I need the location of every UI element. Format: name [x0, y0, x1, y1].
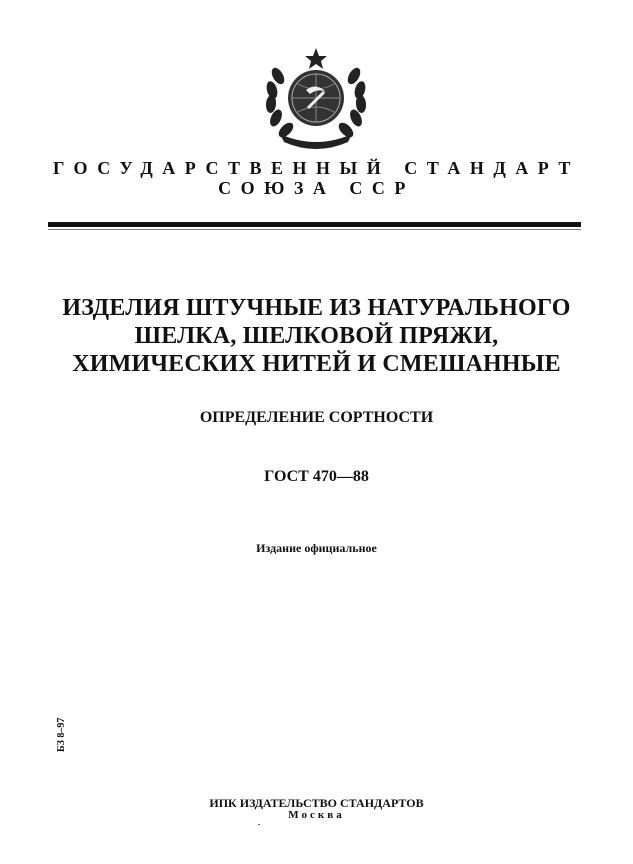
gost-number: ГОСТ 470—88: [264, 468, 369, 485]
publisher-name: ИПК ИЗДАТЕЛЬСТВО СТАНДАРТОВ: [209, 796, 424, 810]
header-divider: [48, 222, 581, 227]
publisher-city: Москва: [288, 809, 345, 821]
title-line-3: ХИМИЧЕСКИХ НИТЕЙ И СМЕШАННЫЕ: [72, 351, 561, 377]
side-code: БЗ 8–97: [56, 717, 67, 752]
header-divider-thin: [48, 229, 581, 230]
scan-speck: [258, 824, 260, 825]
title-line-2: ШЕЛКА, ШЕЛКОВОЙ ПРЯЖИ,: [134, 323, 499, 349]
title-line-1: ИЗДЕЛИЯ ШТУЧНЫЕ ИЗ НАТУРАЛЬНОГО: [62, 295, 571, 321]
document-title: [0, 294, 633, 378]
standard-header-line1: ГОСУДАРСТВЕННЫЙ СТАНДАРТ: [53, 158, 580, 178]
ussr-coat-of-arms-icon: [258, 46, 374, 150]
document-subtitle: ОПРЕДЕЛЕНИЕ СОРТНОСТИ: [199, 409, 434, 426]
standard-header-line2: СОЮЗА ССР: [218, 178, 415, 198]
edition-label: Издание официальное: [256, 541, 377, 555]
